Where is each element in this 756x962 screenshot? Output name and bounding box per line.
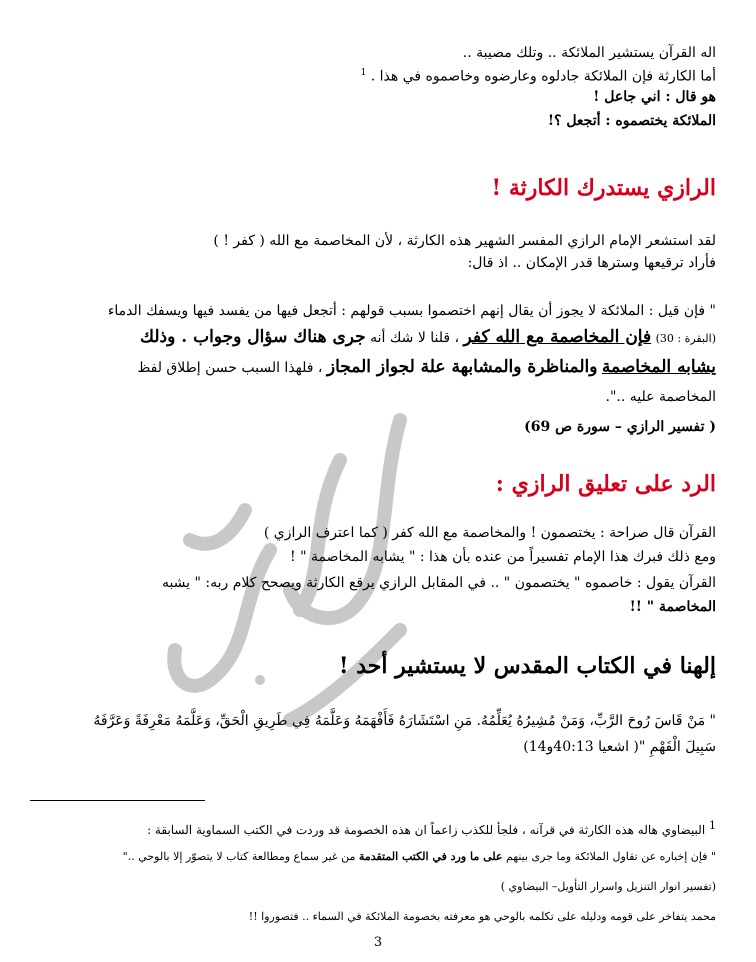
- footnote-line-2: [26, 850, 716, 864]
- reply-line-3: القرآن يقول : خاصموه " يختصمون " .. في المقابل الرازي يرقع الكارثة ويصحح كلام ربه: " يشبه: [161, 575, 716, 591]
- razi-quote-line-4: المخاصمة عليه ..".: [605, 389, 716, 405]
- footnote-line-4: محمد يتفاخر على قومه ودليله على تكلمه بالوحي هو معرفته بخصومة الملائكة في السماء .. فتصوروا !!: [248, 910, 716, 923]
- razi-quote-line-3: [26, 356, 716, 379]
- razi-quote-bold-3: يشابه المخاصمة: [601, 357, 716, 377]
- intro-line-2: [26, 64, 716, 86]
- section1-para-line-2: فأراد ترقيعها وسترها قدر الإمكان .. اذ قال:: [467, 255, 716, 271]
- razi-quote-bold-2: جرى هناك سؤال وجواب . وذلك: [140, 327, 366, 347]
- razi-quote-line-1: [26, 300, 716, 322]
- intro-line-4: الملائكة يختصموه : أتجعل ؟!: [547, 113, 716, 129]
- footnote-divider: [30, 800, 205, 801]
- isaiah-verse-line-2: سَبِيلَ الْفَهْمِ "( اشعيا 40:13و14): [523, 739, 716, 755]
- razi-source: ( تفسير الرازي – سورة ص 69): [524, 419, 716, 435]
- reply-line-2: ومع ذلك فبرك هذا الإمام تفسيراً من عنده بأن هذا : " يشابه المخاصمة " !: [290, 549, 716, 565]
- reply-heading-colon: :: [495, 471, 504, 497]
- section-heading-bible: إلهنا في الكتاب المقدس لا يستشير أحد !: [338, 653, 716, 679]
- footnote-text-1: البيضاوي هاله هذه الكارثة في قرآنه ، فلجأ للكذب زاعماً ان هذه الخصومة قد وردت في الكتب السماوية السابقة :: [147, 823, 706, 837]
- footnote-line-1: [26, 818, 716, 838]
- footnote-text-2a: " فإن إخباره عن تقاول الملائكة وما جرى بينهم: [505, 850, 716, 863]
- isaiah-verse-line-1: " مَنْ قَاسَ رُوحَ الرَّبِّ، وَمَنْ مُشِيرُهُ يُعَلِّمُهُ. مَنِ اسْتَشَارَهُ فَأَفْهَمَهُ وَعَلَّمَهُ فِي طَرِيقِ الْحَقِّ، وَعَلَّمَهُ مَعْرِفَةً وَعَرَّفَهُ: [93, 713, 716, 729]
- reply-line-1: القرآن قال صراحة : يختصمون ! والمخاصمة مع الله كفر ( كما اعترف الرازي ): [263, 525, 716, 541]
- footnote-line-3: (تفسير انوار التنزيل واسرار التأويل– البيضاوي ): [500, 880, 716, 893]
- razi-quote-mid: ، قلنا لا شك أنه: [370, 330, 460, 346]
- razi-quote-bold-1: فإن المخاصمة مع الله كفر: [463, 327, 652, 347]
- reply-heading-text: الرد على تعليق الرازي: [511, 471, 716, 497]
- razi-quote-rest: ، فلهذا السبب حسن إطلاق لفظ: [137, 360, 323, 376]
- footnote-text-2c: من غير سماع ومطالعة كتاب لا يتصوّر إلا بالوحي ..": [122, 850, 356, 863]
- footnote-number: 1: [709, 819, 716, 832]
- page-number: 3: [373, 935, 383, 950]
- razi-quote-line-2: [26, 326, 716, 349]
- reply-line-4: المخاصمة " !!: [629, 599, 716, 615]
- footnote-ref: 1: [360, 68, 367, 78]
- section-heading-reply: [26, 470, 716, 498]
- intro-line-3: هو قال : اني جاعل !: [593, 89, 716, 105]
- razi-quote-bold-4: والمناظرة والمشابهة علة لجواز المجاز: [326, 357, 598, 377]
- razi-quote-text-1: " فإن قيل : الملائكة لا يجوز أن يقال إنهم اختصموا بسبب قولهم : أتجعل فيها من يفسد فيها ويسفك الدماء: [107, 303, 716, 319]
- section1-para-line-1: لقد استشعر الإمام الرازي المفسر الشهير هذه الكارثة ، لأن المخاصمة مع الله ( كفر ! ): [213, 233, 716, 249]
- intro-line-2-text: أما الكارثة فإن الملائكة جادلوه وعارضوه وخاصموه في هذا .: [370, 68, 716, 85]
- footnote-text-2b: على ما ورد في الكتب المتقدمة: [358, 850, 503, 863]
- quran-ref: (البقرة : 30): [655, 332, 716, 345]
- section-heading-razi: الرازي يستدرك الكارثة !: [491, 175, 716, 201]
- intro-line-1: اله القرآن يستشير الملائكة .. وتلك مصيبة ..: [462, 45, 716, 61]
